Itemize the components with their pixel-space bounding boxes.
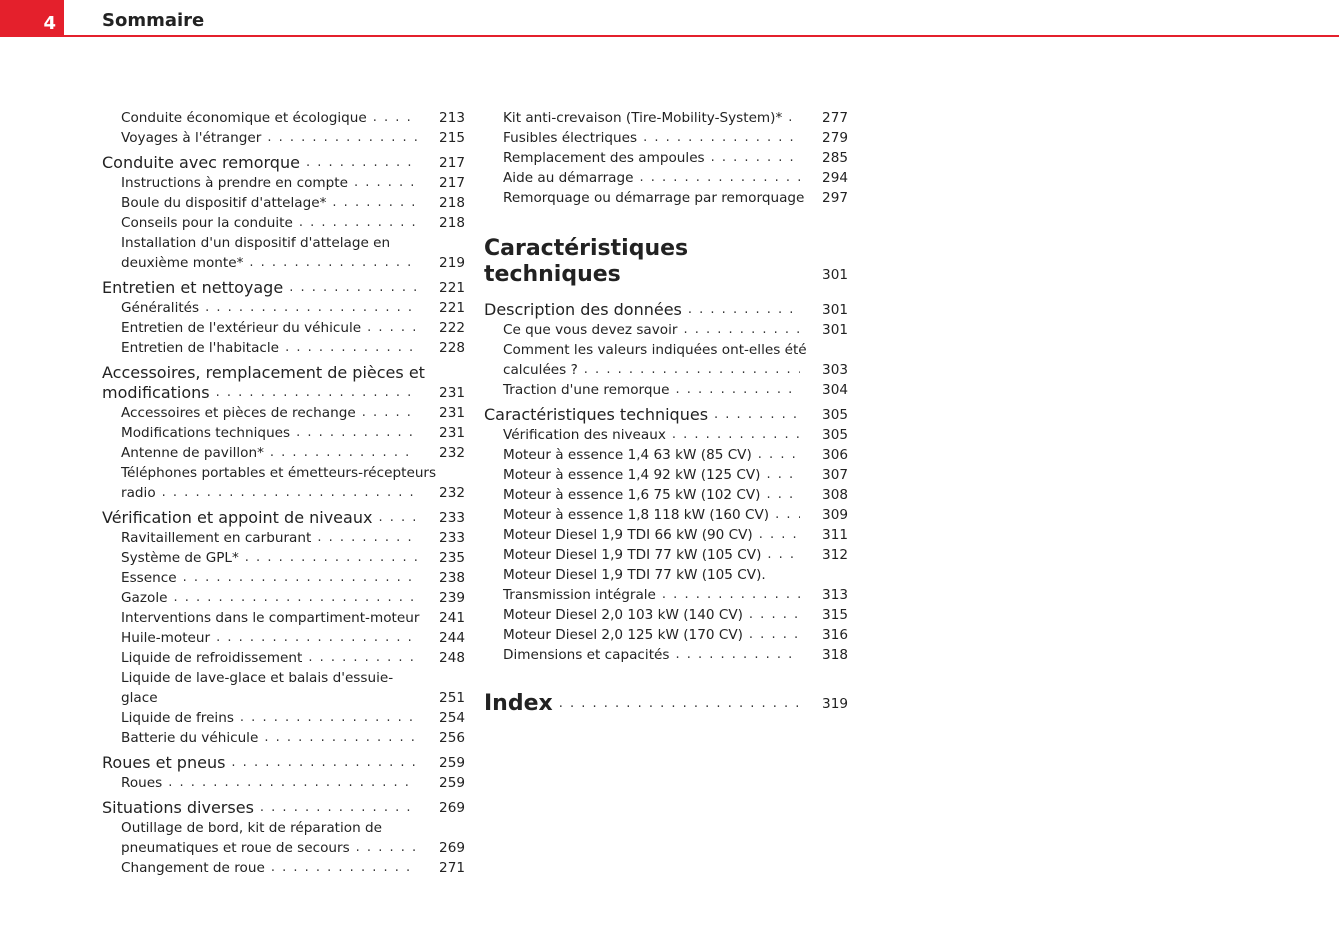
toc-entry-line: Installation d'un dispositif d'attelage en: [121, 235, 391, 251]
toc-entry[interactable]: Conseils pour la conduite . . . 218: [102, 213, 465, 233]
toc-section[interactable]: Conduite avec remorque . . . 217: [102, 153, 465, 173]
toc-entry[interactable]: Roues . . . 259: [102, 773, 465, 793]
toc-entry[interactable]: Kit anti-crevaison (Tire-Mobility-System)* . . . 277: [484, 108, 848, 128]
toc-entry[interactable]: Ce que vous devez savoir . . . 301: [484, 320, 848, 340]
toc-entry[interactable]: Accessoires et pièces de rechange . . . 231: [102, 403, 465, 423]
toc-entry[interactable]: Transmission intégrale . . . 313: [484, 585, 848, 605]
toc-entry[interactable]: Liquide de freins . . . 254: [102, 708, 465, 728]
toc-entry-line: Téléphones portables et émetteurs-récepteurs: [121, 465, 437, 481]
header-rule: [0, 35, 1339, 37]
toc-entry[interactable]: Moteur à essence 1,4 92 kW (125 CV) . . . 307: [484, 465, 848, 485]
toc-entry-line: Comment les valeurs indiquées ont-elles été: [503, 342, 807, 358]
toc-entry[interactable]: Moteur Diesel 1,9 TDI 66 kW (90 CV) . . . 311: [484, 525, 848, 545]
toc-entry[interactable]: Fusibles électriques . . . 279: [484, 128, 848, 148]
toc-entry[interactable]: Modifications techniques . . . 231: [102, 423, 465, 443]
toc-entry[interactable]: deuxième monte* . . . 219: [102, 253, 465, 273]
toc-section[interactable]: modifications . . . 231: [102, 383, 465, 403]
toc-entry[interactable]: Vérification des niveaux . . . 305: [484, 425, 848, 445]
toc-entry[interactable]: Système de GPL* . . . 235: [102, 548, 465, 568]
toc-entry[interactable]: pneumatiques et roue de secours . . . 269: [102, 838, 465, 858]
toc-entry-line: Outillage de bord, kit de réparation de: [121, 820, 382, 836]
toc-section[interactable]: Roues et pneus . . . 259: [102, 753, 465, 773]
toc-entry[interactable]: Huile-moteur . . . 244: [102, 628, 465, 648]
toc-chapter[interactable]: Caractéristiques techniques 301: [484, 236, 848, 287]
toc-left-column: [102, 108, 465, 878]
toc-entry[interactable]: Entretien de l'habitacle . . . 228: [102, 338, 465, 358]
toc-entry[interactable]: Moteur à essence 1,6 75 kW (102 CV) . . . 308: [484, 485, 848, 505]
toc-section[interactable]: Entretien et nettoyage . . . 221: [102, 278, 465, 298]
toc-entry[interactable]: Aide au démarrage . . . 294: [484, 168, 848, 188]
toc-entry[interactable]: Moteur à essence 1,4 63 kW (85 CV) . . . 306: [484, 445, 848, 465]
toc-chapter[interactable]: Index . . . 319: [484, 691, 848, 717]
toc-entry[interactable]: Dimensions et capacités . . . 318: [484, 645, 848, 665]
toc-section[interactable]: Situations diverses . . . 269: [102, 798, 465, 818]
toc-entry[interactable]: Boule du dispositif d'attelage* . . . 218: [102, 193, 465, 213]
toc-entry[interactable]: Moteur Diesel 2,0 103 kW (140 CV) . . . 315: [484, 605, 848, 625]
toc-section[interactable]: Caractéristiques techniques . . . 305: [484, 405, 848, 425]
toc-entry[interactable]: Généralités . . . 221: [102, 298, 465, 318]
toc-entry[interactable]: Essence . . . 238: [102, 568, 465, 588]
toc-entry[interactable]: Batterie du véhicule . . . 256: [102, 728, 465, 748]
toc-entry[interactable]: Liquide de lave-glace et balais d'essuie-glace 251: [121, 670, 465, 706]
toc-entry[interactable]: Conduite économique et écologique . . . 213: [102, 108, 465, 128]
toc-entry[interactable]: Entretien de l'extérieur du véhicule . . . 222: [102, 318, 465, 338]
toc-entry[interactable]: Interventions dans le compartiment-moteur 241: [121, 610, 465, 626]
toc-entry[interactable]: Instructions à prendre en compte . . . 217: [102, 173, 465, 193]
toc-entry[interactable]: Liquide de refroidissement . . . 248: [102, 648, 465, 668]
toc-entry[interactable]: Remorquage ou démarrage par remorquage 297: [503, 190, 848, 206]
toc-entry-line: Moteur Diesel 1,9 TDI 77 kW (105 CV).: [503, 567, 766, 583]
page-title: Sommaire: [102, 10, 205, 31]
toc-entry[interactable]: Ravitaillement en carburant . . . 233: [102, 528, 465, 548]
toc-right-column: [484, 108, 848, 717]
toc-section[interactable]: Description des données . . . 301: [484, 300, 848, 320]
toc-section[interactable]: Vérification et appoint de niveaux . . . 233: [102, 508, 465, 528]
toc-section-line: Accessoires, remplacement de pièces et: [102, 363, 425, 382]
toc-entry[interactable]: Remplacement des ampoules . . . 285: [484, 148, 848, 168]
toc-entry[interactable]: Moteur Diesel 1,9 TDI 77 kW (105 CV) . . . 312: [484, 545, 848, 565]
toc-entry[interactable]: calculées ? . . . 303: [484, 360, 848, 380]
toc-entry[interactable]: Changement de roue . . . 271: [102, 858, 465, 878]
toc-entry[interactable]: Moteur Diesel 2,0 125 kW (170 CV) . . . 316: [484, 625, 848, 645]
toc-entry[interactable]: radio . . . 232: [102, 483, 465, 503]
page-number: 4: [0, 0, 64, 37]
toc-entry[interactable]: Moteur à essence 1,8 118 kW (160 CV) . . . 309: [484, 505, 848, 525]
toc-entry[interactable]: Voyages à l'étranger . . . 215: [102, 128, 465, 148]
toc-entry[interactable]: Antenne de pavillon* . . . 232: [102, 443, 465, 463]
toc-entry[interactable]: Traction d'une remorque . . . 304: [484, 380, 848, 400]
toc-entry[interactable]: Gazole . . . 239: [102, 588, 465, 608]
